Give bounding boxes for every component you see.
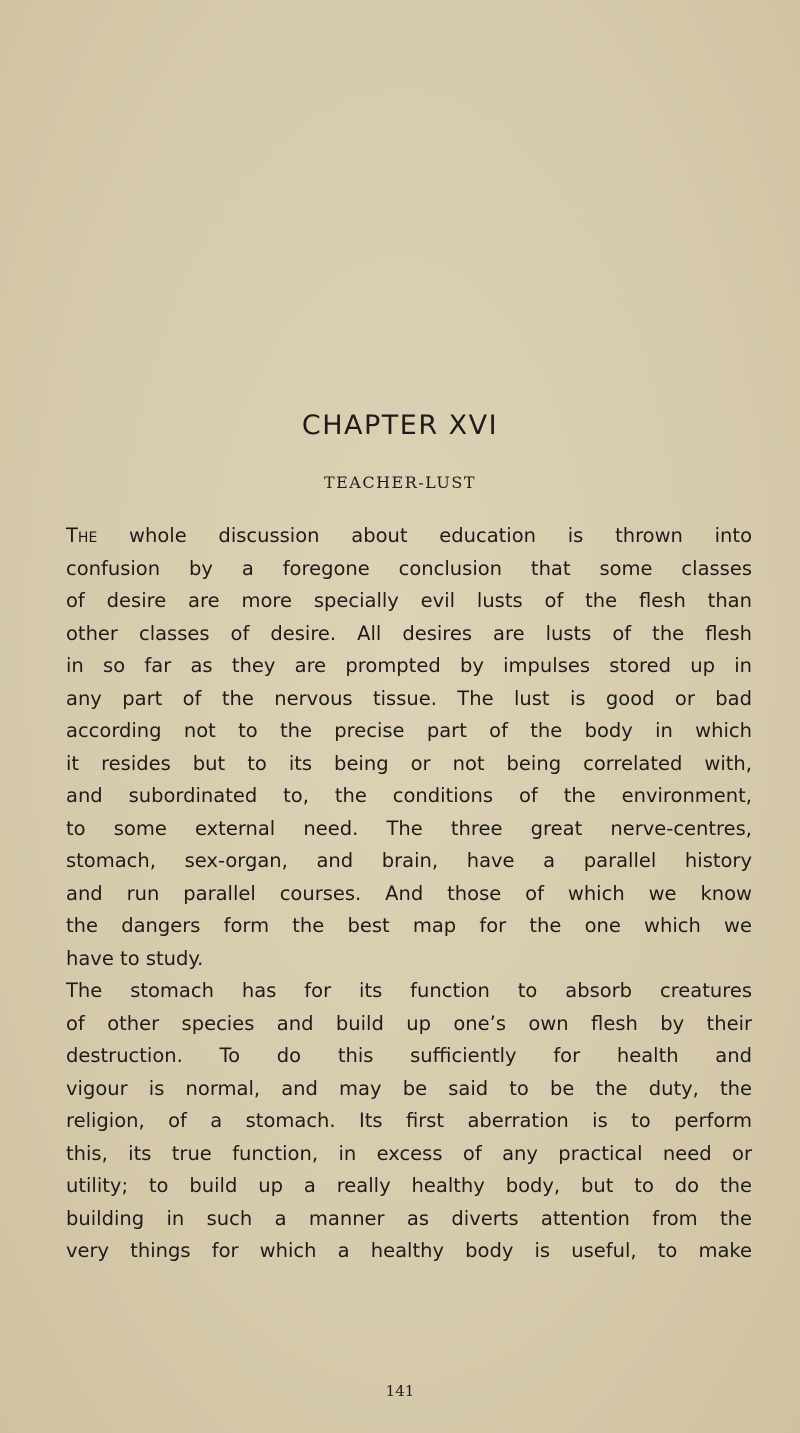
text-line-23: very things for which a healthy body is useful, to make xyxy=(66,1239,752,1262)
chapter-title: TEACHER-LUST xyxy=(323,473,477,492)
text-line-19: religion, of a stomach. Its first aberration is to perform xyxy=(66,1109,752,1132)
text-line-9: and subordinated to, the conditions of the environment, xyxy=(66,784,752,807)
text-line-7: according not to the precise part of the body in which xyxy=(66,719,752,742)
text-line-16: of other species and build up one’s own flesh by their xyxy=(66,1011,752,1035)
text-line-17: destruction. To do this sufficiently for health and xyxy=(66,1044,752,1067)
text-line-6: any part of the nervous tissue. The lust is good or bad xyxy=(66,686,752,710)
text-line-13: the dangers form the best map for the one which we xyxy=(66,914,752,937)
first-word: The xyxy=(66,524,98,547)
body-text xyxy=(66,520,752,1268)
text-line-21: utility; to build up a really healthy body, but to do the xyxy=(66,1174,752,1197)
text-line-8: it resides but to its being or not being correlated with, xyxy=(66,751,752,775)
text-line-12: and run parallel courses. And those of which we know xyxy=(66,881,752,905)
text-line-14: have to study. xyxy=(66,946,204,970)
text-line-15: The stomach has for its function to absorb creatures xyxy=(66,979,752,1002)
text-line-2: confusion by a foregone conclusion that some classes xyxy=(66,556,752,580)
text-line-11: stomach, sex-organ, and brain, have a parallel history xyxy=(66,849,752,872)
text-line-3: of desire are more specially evil lusts of the flesh than xyxy=(66,589,752,612)
text-line-1: The whole discussion about education is thrown into xyxy=(66,524,752,547)
text-line-18: vigour is normal, and may be said to be the duty, the xyxy=(66,1076,752,1100)
text-line-22: building in such a manner as diverts attention from the xyxy=(66,1206,752,1230)
text-line-20: this, its true function, in excess of any practical need or xyxy=(66,1141,752,1165)
text-line-10: to some external need. The three great nerve-centres, xyxy=(66,816,752,840)
page-number: 141 xyxy=(385,1382,415,1400)
text-line-5: in so far as they are prompted by impulses stored up in xyxy=(66,654,752,677)
text-line-4: other classes of desire. All desires are lusts of the flesh xyxy=(66,621,752,645)
chapter-heading: CHAPTER XVI xyxy=(301,410,499,441)
